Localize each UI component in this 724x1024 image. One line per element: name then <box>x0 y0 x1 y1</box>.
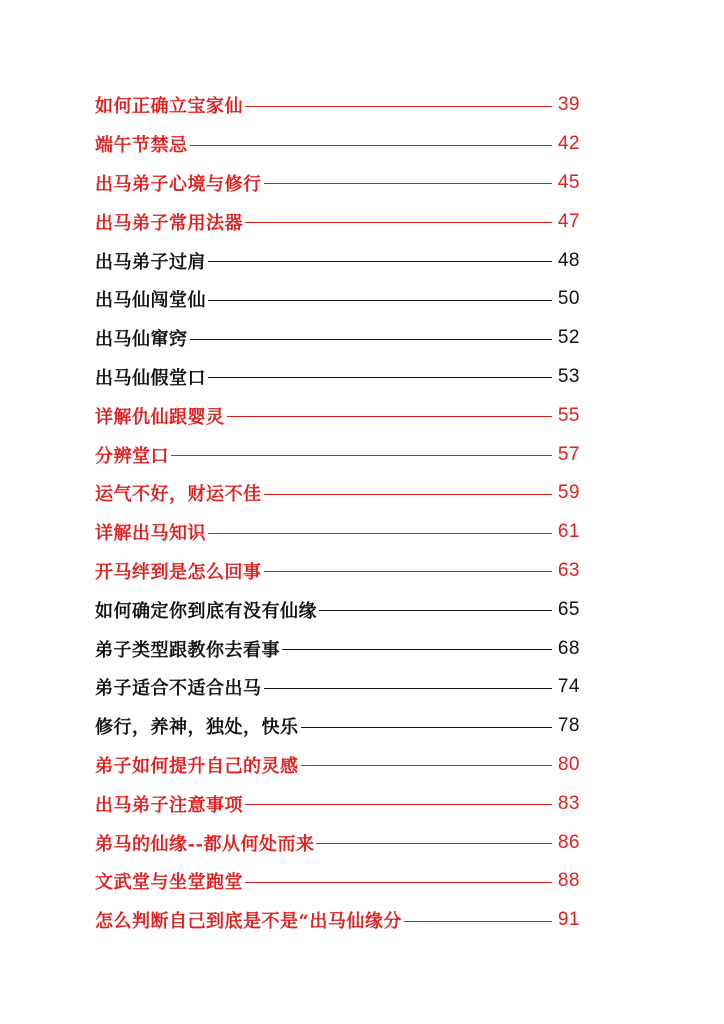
toc-entry-title: 端午节禁忌 <box>95 135 188 157</box>
toc-entry-page-number: 47 <box>557 210 580 232</box>
table-of-contents <box>95 86 580 940</box>
toc-entry-page-number: 53 <box>557 365 580 387</box>
toc-entry[interactable] <box>95 862 580 901</box>
toc-entry-title: 弟子适合不适合出马 <box>95 678 262 700</box>
toc-leader-line <box>245 882 552 883</box>
toc-leader-line <box>301 765 553 766</box>
toc-entry-title: 文武堂与坐堂跑堂 <box>95 872 243 894</box>
toc-entry[interactable] <box>95 202 580 241</box>
toc-leader-line <box>245 106 552 107</box>
toc-entry-title: 出马弟子心境与修行 <box>95 173 262 195</box>
toc-leader-line <box>208 261 552 262</box>
toc-entry-page-number: 39 <box>557 94 580 116</box>
toc-entry[interactable] <box>95 590 580 629</box>
toc-entry-page-number: 68 <box>557 637 580 659</box>
toc-entry-page-number: 42 <box>557 133 580 155</box>
toc-entry-page-number: 45 <box>557 171 580 193</box>
toc-entry[interactable] <box>95 396 580 435</box>
toc-entry-page-number: 78 <box>557 715 580 737</box>
toc-entry-page-number: 86 <box>557 831 580 853</box>
toc-entry[interactable] <box>95 552 580 591</box>
toc-leader-line <box>264 183 553 184</box>
toc-entry-title: 弟马的仙缘--都从何处而来 <box>95 833 315 855</box>
toc-entry-title: 修行，养神，独处，快乐 <box>95 717 299 739</box>
toc-entry-page-number: 59 <box>557 482 580 504</box>
toc-entry-title: 出马仙假堂口 <box>95 367 206 389</box>
toc-entry-page-number: 50 <box>557 288 580 310</box>
toc-entry[interactable] <box>95 358 580 397</box>
toc-entry[interactable] <box>95 86 580 125</box>
toc-leader-line <box>264 494 553 495</box>
toc-entry-page-number: 83 <box>557 792 580 814</box>
toc-entry-page-number: 52 <box>557 327 580 349</box>
toc-entry-title: 开马绊到是怎么回事 <box>95 561 262 583</box>
toc-entry-page-number: 91 <box>557 909 580 931</box>
toc-entry[interactable] <box>95 125 580 164</box>
toc-entry[interactable] <box>95 746 580 785</box>
toc-entry-title: 出马弟子常用法器 <box>95 212 243 234</box>
toc-leader-line <box>264 571 553 572</box>
toc-leader-line <box>245 804 552 805</box>
toc-leader-line <box>227 416 553 417</box>
toc-entry-title: 怎么判断自己到底是不是“出马仙缘分 <box>95 911 402 933</box>
toc-leader-line <box>282 649 552 650</box>
toc-entry-title: 分辨堂口 <box>95 445 169 467</box>
toc-entry[interactable] <box>95 474 580 513</box>
toc-entry-title: 如何确定你到底有没有仙缘 <box>95 600 317 622</box>
toc-entry[interactable] <box>95 668 580 707</box>
toc-leader-line <box>208 377 552 378</box>
toc-entry[interactable] <box>95 241 580 280</box>
toc-entry-page-number: 48 <box>557 249 580 271</box>
toc-entry[interactable] <box>95 513 580 552</box>
toc-entry-title: 弟子如何提升自己的灵感 <box>95 755 299 777</box>
toc-entry-page-number: 65 <box>557 598 580 620</box>
toc-entry[interactable] <box>95 319 580 358</box>
toc-leader-line <box>190 339 553 340</box>
toc-entry-page-number: 55 <box>557 404 580 426</box>
toc-entry[interactable] <box>95 164 580 203</box>
toc-entry-page-number: 57 <box>557 443 580 465</box>
toc-leader-line <box>316 843 552 844</box>
toc-entry-title: 出马仙闯堂仙 <box>95 290 206 312</box>
toc-entry-page-number: 74 <box>557 676 580 698</box>
toc-entry-title: 运气不好，财运不佳 <box>95 484 262 506</box>
toc-entry-page-number: 80 <box>557 753 580 775</box>
toc-entry[interactable] <box>95 784 580 823</box>
toc-entry-title: 出马仙窜窍 <box>95 329 188 351</box>
toc-entry-title: 出马弟子过肩 <box>95 251 206 273</box>
toc-leader-line <box>301 727 553 728</box>
toc-leader-line <box>264 688 553 689</box>
toc-leader-line <box>319 610 552 611</box>
toc-entry[interactable] <box>95 823 580 862</box>
toc-entry-page-number: 61 <box>557 521 580 543</box>
toc-entry-page-number: 88 <box>557 870 580 892</box>
toc-leader-line <box>245 222 552 223</box>
toc-leader-line <box>171 455 552 456</box>
toc-leader-line <box>208 533 552 534</box>
toc-entry[interactable] <box>95 435 580 474</box>
toc-leader-line <box>208 300 552 301</box>
toc-entry[interactable] <box>95 707 580 746</box>
toc-entry-title: 详解出马知识 <box>95 523 206 545</box>
toc-entry[interactable] <box>95 629 580 668</box>
toc-entry-title: 出马弟子注意事项 <box>95 794 243 816</box>
toc-entry-title: 弟子类型跟教你去看事 <box>95 639 280 661</box>
toc-entry-page-number: 63 <box>557 559 580 581</box>
toc-entry[interactable] <box>95 280 580 319</box>
toc-entry-title: 详解仇仙跟婴灵 <box>95 406 225 428</box>
toc-entry-title: 如何正确立宝家仙 <box>95 96 243 118</box>
toc-leader-line <box>190 145 553 146</box>
toc-leader-line <box>404 921 552 922</box>
toc-entry[interactable] <box>95 901 580 940</box>
